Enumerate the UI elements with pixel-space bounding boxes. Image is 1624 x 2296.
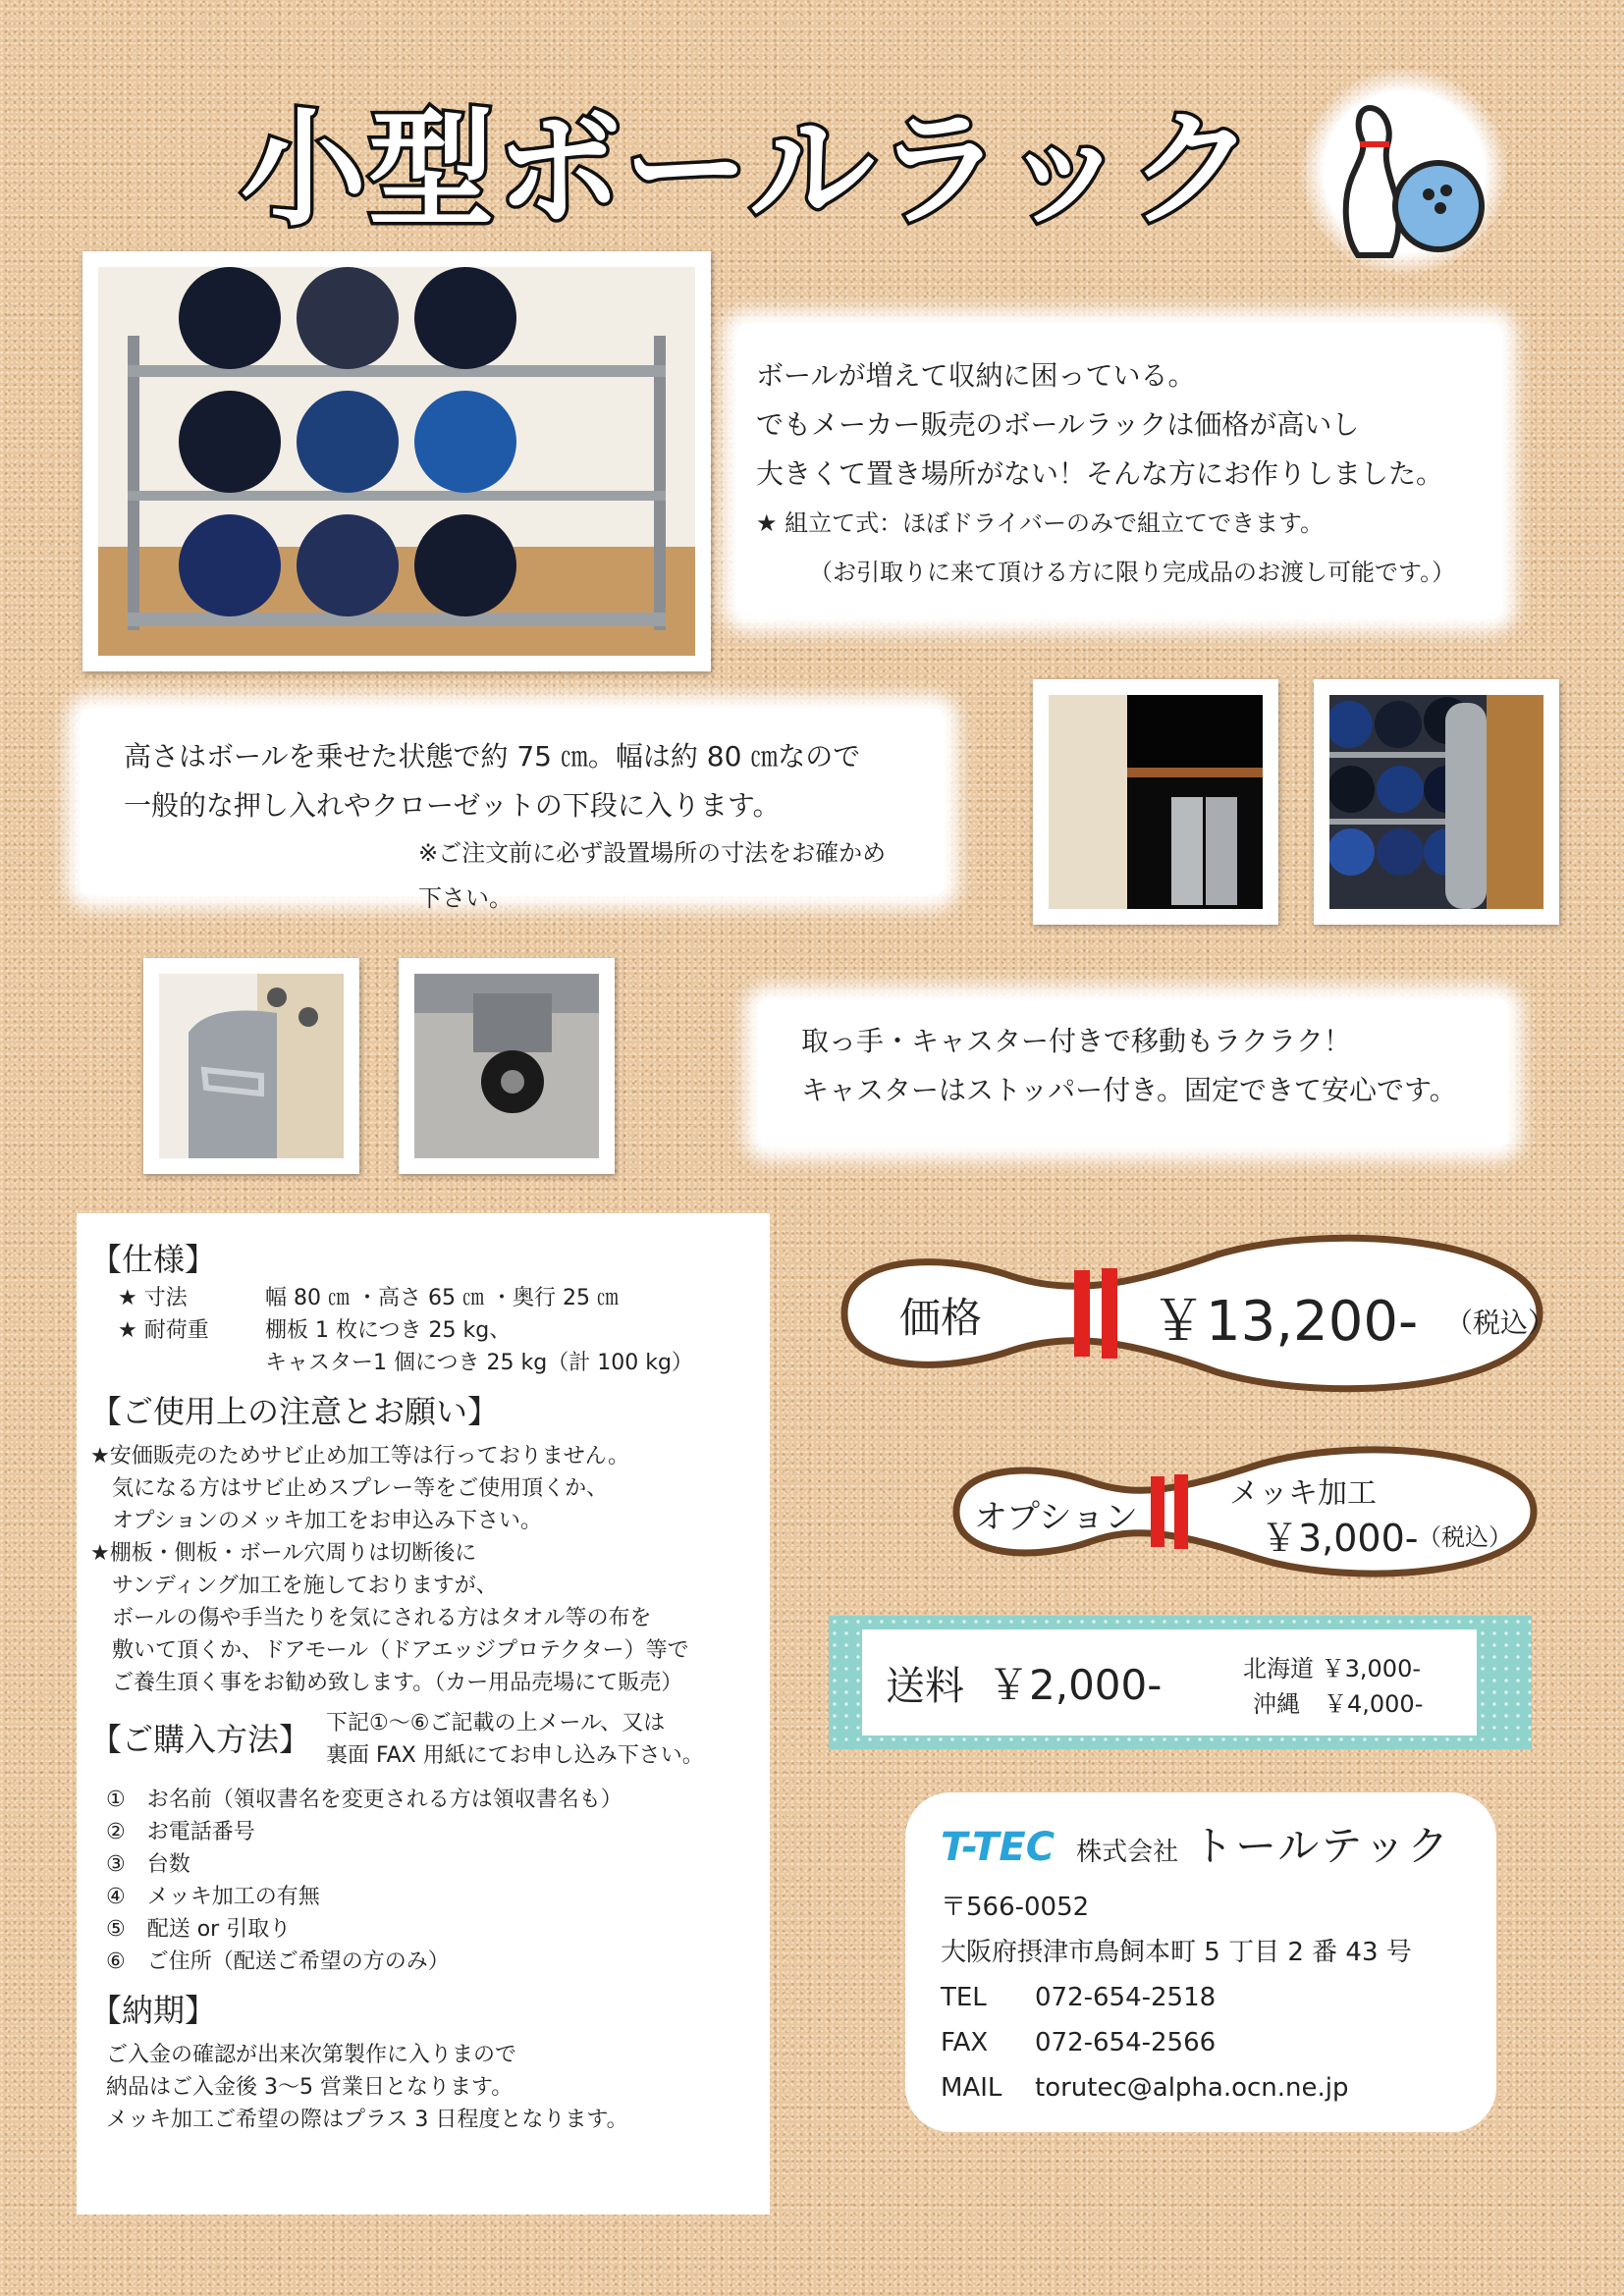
price-tax: （税込） xyxy=(1445,1307,1556,1339)
spec-size-label: ★ 寸法 xyxy=(118,1286,188,1310)
handle-info-panel xyxy=(758,999,1508,1147)
spec-size-value: 幅 80 ㎝ ・高さ 65 ㎝ ・奥行 25 ㎝ xyxy=(265,1286,619,1310)
closet-photo xyxy=(1033,679,1278,925)
tel-number: 072-654-2518 xyxy=(1035,1983,1217,2012)
caution-line: ★棚板・側板・ボール穴周りは切断後に xyxy=(90,1541,477,1566)
company-panel xyxy=(905,1792,1496,2132)
size-info-panel xyxy=(81,709,945,912)
fax-label: FAX xyxy=(941,2028,989,2057)
company-address: 大阪府摂津市鳥飼本町 5 丁目 2 番 43 号 xyxy=(941,1938,1412,1967)
delivery-heading: 【納期】 xyxy=(90,1992,217,2029)
size-line: 一般的な押し入れやクローゼットの下段に入ります。 xyxy=(124,789,781,822)
intro-line: ボールが増えて収納に困っている。 xyxy=(756,359,1196,392)
option-label: オプション xyxy=(974,1498,1138,1537)
company-postal: 〒566-0052 xyxy=(941,1893,1090,1922)
delivery-line: メッキ加工ご希望の際はプラス 3 日程度となります。 xyxy=(106,2108,628,2132)
caution-line: ボールの傷や手当たりを気にされる方はタオル等の布を xyxy=(90,1606,652,1630)
spec-load-label: ★ 耐荷重 xyxy=(118,1318,209,1343)
caution-line: 敷いて頂くか、ドアモール（ドアエッジプロテクター）等で xyxy=(90,1638,689,1663)
purchase-item: ④ メッキ加工の有無 xyxy=(106,1885,320,1909)
shipping-okinawa: 沖縄 ￥4,000- xyxy=(1253,1690,1424,1718)
fax-number: 072-654-2566 xyxy=(1035,2028,1217,2057)
assembly-text: ★ 組立て式：ほぼドライバーのみで組立てできます。 xyxy=(756,509,1325,537)
company-kabushiki: 株式会社 xyxy=(1076,1838,1179,1867)
purchase-note: 裏面 FAX 用紙にてお申し込み下さい。 xyxy=(326,1743,704,1768)
shipping-box xyxy=(862,1629,1477,1735)
caution-line: ★安価販売のためサビ止め加工等は行っておりません。 xyxy=(90,1444,630,1468)
caster-photo xyxy=(399,958,615,1174)
shipping-band xyxy=(829,1616,1532,1749)
shipping-value: ￥2,000- xyxy=(988,1661,1163,1709)
price-value: ￥13,200- xyxy=(1151,1290,1419,1354)
handle-line: キャスターはストッパー付き。固定できて安心です。 xyxy=(801,1074,1457,1106)
company-name: トールテック xyxy=(1192,1822,1451,1870)
mail-address[interactable]: torutec@alpha.ocn.ne.jp xyxy=(1035,2073,1349,2103)
caution-line: ご養生頂く事をお勧め致します。（カー用品売場にて販売） xyxy=(90,1671,683,1695)
intro-panel xyxy=(736,324,1502,618)
caution-line: サンディング加工を施しておりますが、 xyxy=(90,1574,498,1598)
delivery-line: 納品はご入金後 3～5 営業日となります。 xyxy=(106,2075,514,2100)
option-name: メッキ加工 xyxy=(1229,1476,1377,1511)
handle-photo xyxy=(143,958,359,1174)
page-title: 小型ボールラック xyxy=(241,97,1257,243)
delivery-line: ご入金の確認が出来次第製作に入りまので xyxy=(106,2043,517,2067)
company-logo: T-TEC xyxy=(941,1825,1056,1870)
price-pin-badge xyxy=(825,1225,1561,1402)
size-note: ※ご注文前に必ず設置場所の寸法をお確かめ下さい。 xyxy=(418,839,887,912)
purchase-item: ⑥ ご住所（配送ご希望の方のみ） xyxy=(106,1949,450,1974)
shipping-hokkaido: 北海道 ￥3,000- xyxy=(1243,1655,1421,1682)
handle-line: 取っ手・キャスター付きで移動もラクラク！ xyxy=(801,1025,1352,1057)
spec-load-value: 棚板 1 枚につき 25 kg、 xyxy=(265,1318,512,1343)
purchase-item: ⑤ 配送 or 引取り xyxy=(106,1917,292,1942)
caution-line: オプションのメッキ加工をお申込み下さい。 xyxy=(90,1509,543,1533)
intro-line: でもメーカー販売のボールラックは価格が高いし xyxy=(756,408,1360,441)
rack-side-photo xyxy=(1314,679,1559,925)
size-line: 高さはボールを乗せた状態で約 75 ㎝。幅は約 80 ㎝なので xyxy=(124,740,861,773)
tel-label: TEL xyxy=(941,1983,987,2012)
purchase-item: ① お名前（領収書名を変更される方は領収書名も） xyxy=(106,1788,623,1812)
option-tax: （税込） xyxy=(1418,1523,1512,1551)
purchase-note: 下記①～⑥ご記載の上メール、又は xyxy=(326,1711,666,1735)
price-label: 価格 xyxy=(899,1294,983,1342)
shipping-label: 送料 xyxy=(886,1664,964,1709)
spec-panel xyxy=(77,1213,770,2215)
caution-heading: 【ご使用上の注意とお願い】 xyxy=(90,1393,500,1430)
option-value: ￥3,000- xyxy=(1261,1517,1419,1560)
option-pin-badge xyxy=(945,1439,1547,1584)
purchase-item: ③ 台数 xyxy=(106,1852,190,1877)
mail-label: MAIL xyxy=(941,2073,1002,2103)
spec-heading: 【仕様】 xyxy=(90,1241,217,1278)
rack-main-photo xyxy=(82,251,711,671)
caution-line: 気になる方はサビ止めスプレー等をご使用頂くか、 xyxy=(90,1476,609,1501)
intro-line: 大きくて置き場所がない！そんな方にお作りしました。 xyxy=(756,457,1444,490)
purchase-item: ② お電話番号 xyxy=(106,1820,255,1844)
assembly-note: （お引取りに来て頂ける方に限り完成品のお渡し可能です。） xyxy=(809,559,1456,586)
purchase-heading: 【ご購入方法】 xyxy=(90,1721,311,1758)
bowling-pin-ball-icon xyxy=(1301,69,1507,275)
spec-load-value-2: キャスター1 個につき 25 kg（計 100 kg） xyxy=(265,1351,693,1375)
